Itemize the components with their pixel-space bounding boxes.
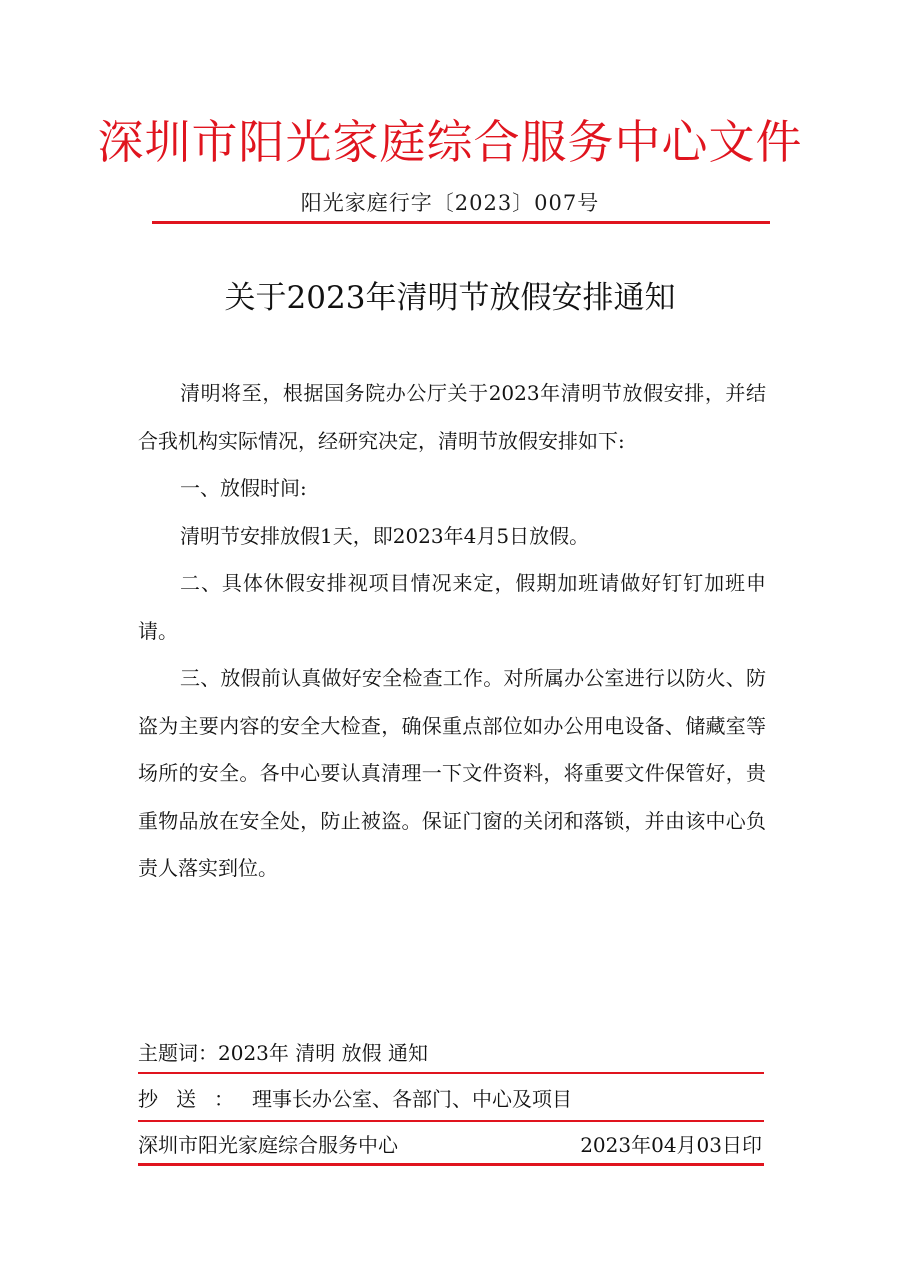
footer-divider xyxy=(138,1120,764,1122)
header-divider xyxy=(152,221,770,224)
document-title: 关于2023年清明节放假安排通知 xyxy=(224,280,676,316)
cc-row xyxy=(138,1084,762,1114)
cc-label: 抄送： xyxy=(138,1087,252,1111)
document-body xyxy=(138,370,766,893)
keywords-label: 主题词： xyxy=(138,1041,218,1065)
footer-divider xyxy=(138,1072,764,1074)
issuer-name: 深圳市阳光家庭综合服务中心 xyxy=(138,1133,398,1157)
paragraph-section-2: 二、具体休假安排视项目情况来定，假期加班请做好钉钉加班申请。 xyxy=(138,571,766,643)
issuer-row xyxy=(138,1130,762,1160)
doc-number: 阳光家庭行字〔2023〕007号 xyxy=(300,191,600,215)
paragraph-section-1-content: 清明节安排放假1天，即2023年4月5日放假。 xyxy=(180,523,590,548)
org-title: 深圳市阳光家庭综合服务中心文件 xyxy=(97,115,803,169)
print-date: 2023年04月03日印 xyxy=(580,1133,762,1157)
keywords-value: 2023年 清明 放假 通知 xyxy=(218,1041,428,1065)
paragraph-section-3: 三、放假前认真做好安全检查工作。对所属办公室进行以防火、防盗为主要内容的安全大检查，确保重点部位如办公用电设备、储藏室等场所的安全。各中心要认真清理一下文件资料，将重要文件保管好，贵重物品放在安全处，防止被盗。保证门窗的关闭和落锁，并由该中心负责人落实到位。 xyxy=(138,666,766,880)
paragraph-section-1-heading: 一、放假时间: xyxy=(180,476,307,500)
cc-value: 理事长办公室、各部门、中心及项目 xyxy=(252,1087,572,1111)
footer-bottom-divider xyxy=(138,1163,764,1166)
paragraph-intro: 清明将至，根据国务院办公厅关于2023年清明节放假安排，并结合我机构实际情况，经研究决定，清明节放假安排如下: xyxy=(138,381,766,453)
keywords-row xyxy=(138,1038,762,1068)
